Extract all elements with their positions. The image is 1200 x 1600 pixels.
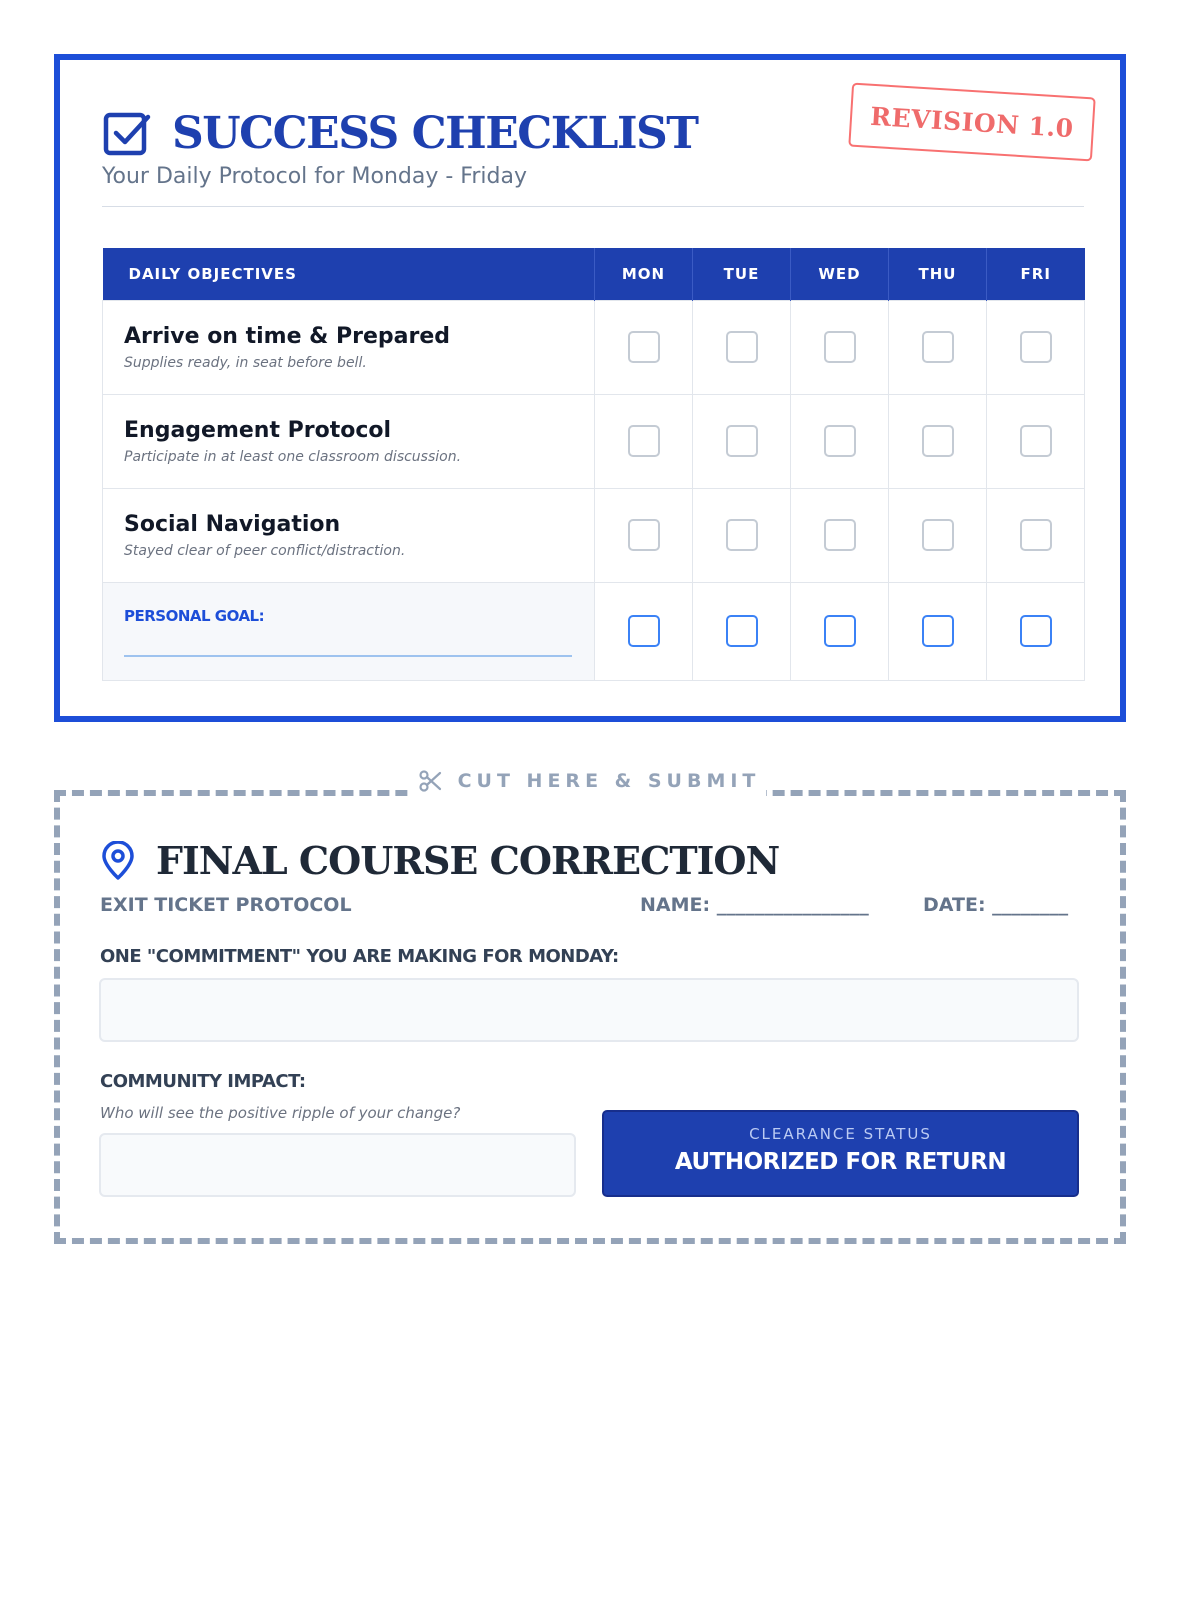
day-cell — [791, 582, 889, 680]
personal-goal-row — [103, 582, 1085, 680]
checkbox-mon[interactable] — [628, 425, 660, 457]
goal-checkbox-tue[interactable] — [726, 615, 758, 647]
personal-goal-label: PERSONAL GOAL: — [124, 606, 265, 625]
checkbox-thu[interactable] — [922, 331, 954, 363]
ticket-subtitle: EXIT TICKET PROTOCOL — [100, 894, 352, 916]
day-cell — [987, 394, 1085, 488]
checkbox-tue[interactable] — [726, 425, 758, 457]
column-header-wed: WED — [791, 248, 889, 300]
checkbox-thu[interactable] — [922, 425, 954, 457]
checkbox-mon[interactable] — [628, 519, 660, 551]
day-cell — [693, 488, 791, 582]
day-cell — [693, 300, 791, 394]
day-cell — [595, 582, 693, 680]
column-header-objectives: DAILY OBJECTIVES — [103, 248, 595, 300]
ticket-header — [100, 838, 779, 883]
checkbox-fri[interactable] — [1020, 519, 1052, 551]
column-header-tue: TUE — [693, 248, 791, 300]
checkbox-fri[interactable] — [1020, 331, 1052, 363]
map-pin-icon — [100, 841, 136, 881]
checkbox-check-icon — [102, 109, 152, 159]
day-cell — [595, 488, 693, 582]
commitment-label: ONE "COMMITMENT" YOU ARE MAKING FOR MONDAY: — [100, 946, 619, 967]
page-title: SUCCESS CHECKLIST — [172, 108, 698, 159]
personal-goal-input[interactable] — [124, 655, 572, 657]
day-cell — [693, 394, 791, 488]
page-subtitle: Your Daily Protocol for Monday - Friday — [102, 164, 527, 189]
status-caption: CLEARANCE STATUS — [749, 1125, 932, 1143]
impact-input[interactable] — [99, 1133, 576, 1197]
day-cell — [987, 300, 1085, 394]
day-cell — [791, 394, 889, 488]
ticket-title: FINAL COURSE CORRECTION — [156, 838, 780, 883]
day-cell — [889, 488, 987, 582]
day-cell — [595, 394, 693, 488]
checkbox-thu[interactable] — [922, 519, 954, 551]
objective-hint: Supplies ready, in seat before bell. — [124, 354, 367, 371]
objective-name: Arrive on time & Prepared — [124, 323, 451, 349]
day-cell — [889, 300, 987, 394]
day-cell — [693, 582, 791, 680]
objective-cell — [103, 300, 595, 394]
checkbox-wed[interactable] — [824, 519, 856, 551]
day-cell — [791, 488, 889, 582]
day-cell — [987, 488, 1085, 582]
objective-hint: Participate in at least one classroom discussion. — [124, 448, 462, 465]
column-header-fri: FRI — [987, 248, 1085, 300]
table-row — [103, 488, 1085, 582]
checkbox-mon[interactable] — [628, 331, 660, 363]
objectives-table — [102, 248, 1085, 681]
goal-checkbox-fri[interactable] — [1020, 615, 1052, 647]
checkbox-fri[interactable] — [1020, 425, 1052, 457]
goal-checkbox-thu[interactable] — [922, 615, 954, 647]
checkbox-tue[interactable] — [726, 519, 758, 551]
day-cell — [791, 300, 889, 394]
name-field[interactable]: NAME: ________________ — [640, 894, 869, 916]
checklist-card — [54, 54, 1126, 722]
personal-goal-cell — [103, 582, 595, 680]
status-value: AUTHORIZED FOR RETURN — [674, 1149, 1007, 1175]
column-header-thu: THU — [889, 248, 987, 300]
day-cell — [889, 582, 987, 680]
column-header-mon: MON — [595, 248, 693, 300]
checkbox-tue[interactable] — [726, 331, 758, 363]
table-header-row — [103, 248, 1085, 300]
table-row — [103, 300, 1085, 394]
checkbox-wed[interactable] — [824, 331, 856, 363]
goal-checkbox-mon[interactable] — [628, 615, 660, 647]
divider — [102, 206, 1084, 207]
day-cell — [595, 300, 693, 394]
scissors-icon — [418, 768, 444, 794]
commitment-input[interactable] — [99, 978, 1079, 1042]
cut-label: CUT HERE & SUBMIT — [457, 770, 761, 792]
checkbox-wed[interactable] — [824, 425, 856, 457]
objective-name: Engagement Protocol — [124, 417, 392, 443]
objective-name: Social Navigation — [124, 511, 341, 537]
day-cell — [987, 582, 1085, 680]
impact-hint: Who will see the positive ripple of your change? — [100, 1104, 461, 1122]
goal-checkbox-wed[interactable] — [824, 615, 856, 647]
date-field[interactable]: DATE: ________ — [923, 894, 1069, 916]
objective-hint: Stayed clear of peer conflict/distraction. — [124, 542, 406, 559]
impact-label: COMMUNITY IMPACT: — [100, 1071, 306, 1092]
clearance-status-badge — [602, 1110, 1079, 1197]
cut-line-label — [412, 765, 766, 797]
checklist-header — [102, 108, 698, 159]
table-row — [103, 394, 1085, 488]
objective-cell — [103, 488, 595, 582]
objective-cell — [103, 394, 595, 488]
day-cell — [889, 394, 987, 488]
revision-stamp: REVISION 1.0 — [848, 83, 1095, 162]
